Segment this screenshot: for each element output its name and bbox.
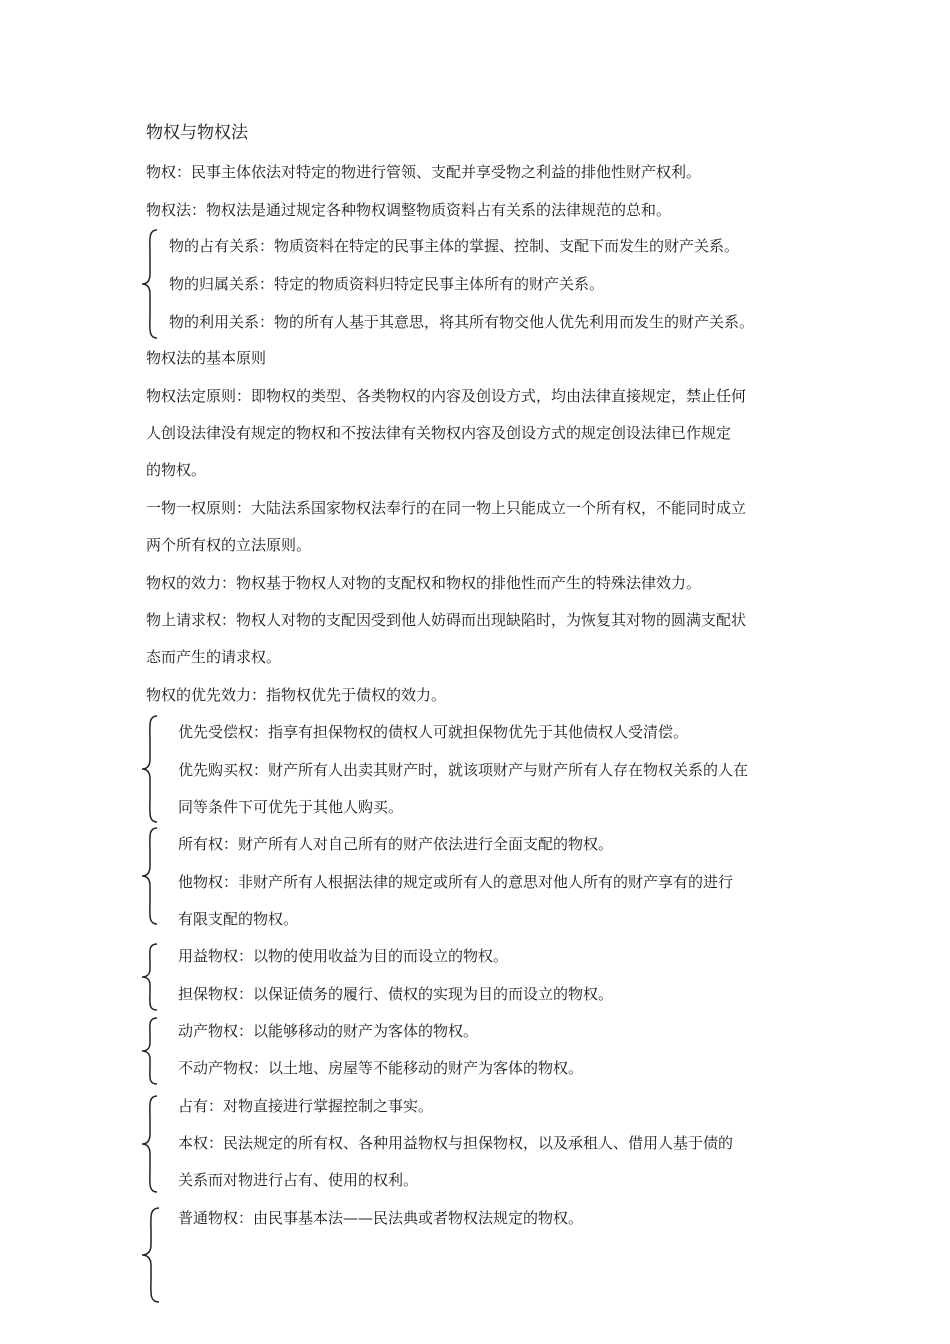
possession-benquan-line-1: 本权：民法规定的所有权、各种用益物权与担保物权，以及承租人、借用人基于债的 <box>178 1134 734 1152</box>
page-title: 物权与物权法 <box>146 123 248 143</box>
brace-general <box>140 1206 164 1304</box>
brace-priority <box>140 714 162 824</box>
brace-ownership <box>140 826 162 926</box>
ownership-suoyouquan: 所有权：财产所有人对自己所有的财产依法进行全面支配的物权。 <box>178 835 614 853</box>
brace-possession <box>140 1094 162 1194</box>
principle-fading-line-1: 物权法定原则：即物权的类型、各类物权的内容及创设方式，均由法律直接规定，禁止任何 <box>146 387 747 405</box>
movable-dongchan: 动产物权：以能够移动的财产为客体的物权。 <box>178 1022 479 1040</box>
definition-wuquan: 物权：民事主体依法对特定的物进行管领、支配并享受物之利益的排他性财产权利。 <box>146 163 702 181</box>
principle-yiwu-line-1: 一物一权原则：大陆法系国家物权法奉行的在同一物上只能成立一个所有权，不能同时成立 <box>146 499 747 517</box>
ownership-tawuquan-line-2: 有限支配的物权。 <box>178 910 299 928</box>
brace-movable <box>140 1016 162 1086</box>
principles-heading: 物权法的基本原则 <box>146 349 267 367</box>
possession-benquan-line-2: 关系而对物进行占有、使用的权利。 <box>178 1171 419 1189</box>
effect-xiaoli: 物权的效力：物权基于物权人对物的支配权和物权的排他性而产生的特殊法律效力。 <box>146 574 702 592</box>
priority-goumai-line-1: 优先购买权：财产所有人出卖其财产时，就该项财产与财产所有人存在物权关系的人在 <box>178 761 749 779</box>
priority-shouchang: 优先受偿权：指享有担保物权的债权人可就担保物优先于其他债权人受清偿。 <box>178 723 689 741</box>
relation-possession: 物的占有关系：物质资料在特定的民事主体的掌握、控制、支配下而发生的财产关系。 <box>169 237 740 255</box>
brace-usufruct <box>140 942 162 1012</box>
ownership-tawuquan-line-1: 他物权：非财产所有人根据法律的规定或所有人的意思对他人所有的财产享有的进行 <box>178 873 734 891</box>
usufruct-danbao: 担保物权：以保证债务的履行、债权的实现为目的而设立的物权。 <box>178 985 614 1003</box>
relation-usage: 物的利用关系：物的所有人基于其意思，将其所有物交他人优先利用而发生的财产关系。 <box>169 313 755 331</box>
effect-youxian: 物权的优先效力：指物权优先于债权的效力。 <box>146 686 447 704</box>
principle-yiwu-line-2: 两个所有权的立法原则。 <box>146 536 312 554</box>
principle-fading-line-3: 的物权。 <box>146 461 207 479</box>
usufruct-yongyi: 用益物权：以物的使用收益为目的而设立的物权。 <box>178 947 509 965</box>
definition-wuquanfa: 物权法：物权法是通过规定各种物权调整物质资料占有关系的法律规范的总和。 <box>146 201 672 219</box>
priority-goumai-line-2: 同等条件下可优先于其他人购买。 <box>178 798 404 816</box>
general-putong: 普通物权：由民事基本法——民法典或者物权法规定的物权。 <box>178 1209 584 1227</box>
possession-zhanyou: 占有：对物直接进行掌握控制之事实。 <box>178 1097 434 1115</box>
movable-budongchan: 不动产物权：以土地、房屋等不能移动的财产为客体的物权。 <box>178 1059 584 1077</box>
relation-ownership: 物的归属关系：特定的物质资料归特定民事主体所有的财产关系。 <box>169 275 605 293</box>
brace-relations <box>140 228 162 340</box>
effect-qingqiu-line-2: 态而产生的请求权。 <box>146 648 282 666</box>
effect-qingqiu-line-1: 物上请求权：物权人对物的支配因受到他人妨碍而出现缺陷时，为恢复其对物的圆满支配状 <box>146 611 747 629</box>
principle-fading-line-2: 人创设法律没有规定的物权和不按法律有关物权内容及创设方式的规定创设法律已作规定 <box>146 424 732 442</box>
